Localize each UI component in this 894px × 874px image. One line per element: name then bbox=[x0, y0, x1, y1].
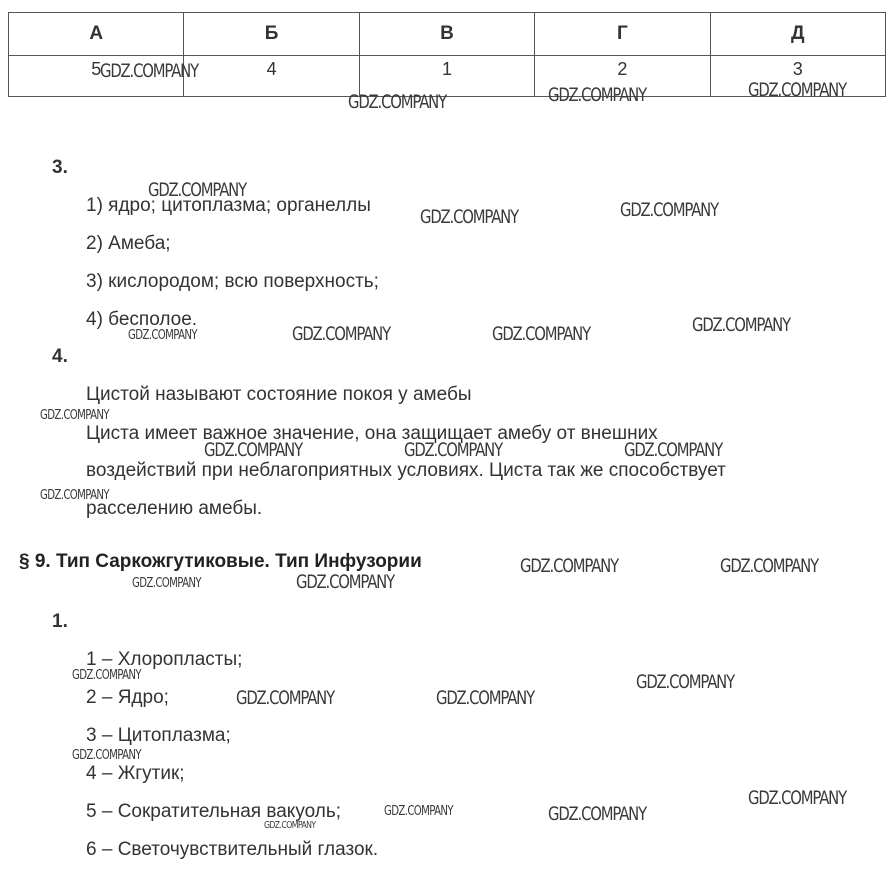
s9-question-1-number: 1. bbox=[52, 611, 68, 632]
q3-answer-1: 1) ядро; цитоплазма; органеллы bbox=[86, 195, 371, 216]
watermark: GDZ.COMPANY bbox=[128, 328, 197, 343]
q3-answer-4: 4) бесполое. bbox=[86, 309, 198, 330]
watermark: GDZ.COMPANY bbox=[132, 576, 201, 591]
watermark: GDZ.COMPANY bbox=[748, 79, 846, 101]
q4-answer-line-4: расселению амебы. bbox=[86, 498, 263, 519]
question-3-number: 3. bbox=[52, 157, 68, 178]
watermark: GDZ.COMPANY bbox=[384, 804, 453, 819]
s9q1-answer-4: 4 – Жгутик; bbox=[86, 763, 185, 784]
watermark: GDZ.COMPANY bbox=[720, 555, 818, 577]
q4-answer-line-2: Циста имеет важное значение, она защищает амебу от внешних bbox=[86, 423, 658, 444]
watermark: GDZ.COMPANY bbox=[236, 687, 334, 709]
s9q1-answer-6: 6 – Светочувствительный глазок. bbox=[86, 839, 379, 860]
watermark: GDZ.COMPANY bbox=[436, 687, 534, 709]
watermark: GDZ.COMPANY bbox=[420, 206, 518, 228]
table-row bbox=[9, 56, 886, 97]
q4-answer-line-3: воздействий при неблагоприятных условиях. Циста так же способствует bbox=[86, 460, 726, 481]
watermark: GDZ.COMPANY bbox=[624, 439, 722, 461]
watermark: GDZ.COMPANY bbox=[40, 488, 109, 503]
watermark: GDZ.COMPANY bbox=[148, 179, 246, 201]
table-cell: 2 bbox=[535, 56, 710, 97]
watermark: GDZ.COMPANY bbox=[492, 323, 590, 345]
watermark: GDZ.COMPANY bbox=[748, 787, 846, 809]
s9q1-answer-3: 3 – Цитоплазма; bbox=[86, 725, 231, 746]
table-header-cell: В bbox=[359, 13, 534, 56]
table-header-row bbox=[9, 13, 886, 56]
table-header-cell: А bbox=[9, 13, 184, 56]
s9q1-answer-5: 5 – Сократительная вакуоль; bbox=[86, 801, 342, 822]
table-header-cell: Г bbox=[535, 13, 710, 56]
watermark: GDZ.COMPANY bbox=[636, 671, 734, 693]
table-cell: 5 bbox=[9, 56, 184, 97]
watermark: GDZ.COMPANY bbox=[204, 439, 302, 461]
watermark: GDZ.COMPANY bbox=[40, 408, 109, 423]
watermark: GDZ.COMPANY bbox=[548, 84, 646, 106]
watermark: GDZ.COMPANY bbox=[72, 748, 141, 763]
q3-answer-3: 3) кислородом; всю поверхность; bbox=[86, 271, 379, 292]
table-header-cell: Б bbox=[184, 13, 359, 56]
watermark: GDZ.COMPANY bbox=[404, 439, 502, 461]
table-cell: 4 bbox=[184, 56, 359, 97]
watermark: GDZ.COMPANY bbox=[520, 555, 618, 577]
s9q1-answer-1: 1 – Хлоропласты; bbox=[86, 649, 243, 670]
question-4-number: 4. bbox=[52, 346, 68, 367]
watermark: GDZ.COMPANY bbox=[72, 668, 141, 683]
watermark: GDZ.COMPANY bbox=[292, 323, 390, 345]
watermark: GDZ.COMPANY bbox=[100, 60, 198, 82]
table-header-cell: Д bbox=[710, 13, 885, 56]
watermark: GDZ.COMPANY bbox=[296, 571, 394, 593]
watermark: GDZ.COMPANY bbox=[264, 820, 316, 831]
table-cell: 1 bbox=[359, 56, 534, 97]
table-cell: 3 bbox=[710, 56, 885, 97]
watermark: GDZ.COMPANY bbox=[692, 314, 790, 336]
watermark: GDZ.COMPANY bbox=[348, 91, 446, 113]
q4-answer-line-1: Цистой называют состояние покоя у амебы bbox=[86, 384, 472, 405]
section-heading: § 9. Тип Саркожгутиковые. Тип Инфузории bbox=[19, 551, 422, 572]
answer-table bbox=[8, 12, 886, 97]
watermark: GDZ.COMPANY bbox=[548, 803, 646, 825]
watermark: GDZ.COMPANY bbox=[620, 199, 718, 221]
s9q1-answer-2: 2 – Ядро; bbox=[86, 687, 169, 708]
q3-answer-2: 2) Амеба; bbox=[86, 233, 171, 254]
